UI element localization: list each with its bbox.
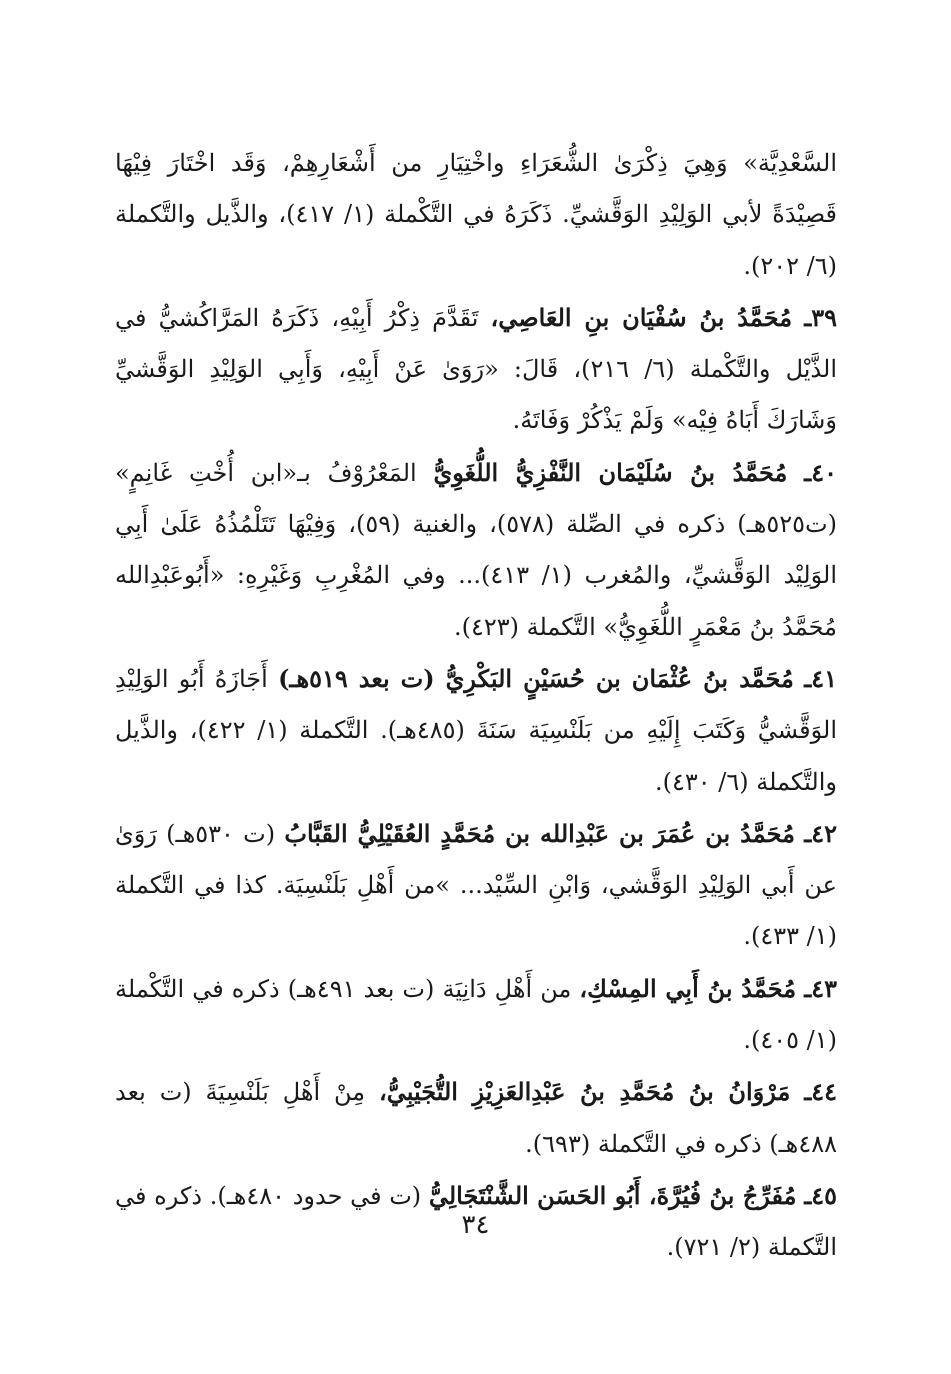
entry-name: مُحَمَّدُ بنُ أَبِي المِسْكِ، (579, 973, 797, 1003)
entry-number: ٤٢ـ (804, 818, 838, 848)
entry-name: مُحَمَّدُ بنُ سُفْيَان بنِ العَاصِي، (490, 302, 793, 332)
entry-number: ٣٩ـ (804, 302, 837, 332)
entry-name: مَرْوَانُ بنُ مُحَمَّدِ بنُ عَبْدِالعَزِيْزِ التُّجَيْبِيُّ، (379, 1077, 791, 1107)
entry-text: المَعْرُوْفُ بـ«ابن أُخْتِ غَانِمٍ» (ت٥٢٥هـ) ذكره في الصِّلة (٥٧٨)، والغنية (٥٩)، وَفِيْهَا تَتَلْمُذُهُ عَلَىٰ أَبِي الوَلِيْد الوَقَّشيِّ، والمُغرب (١/ ٤١٣)... وفي المُغْرِبِ وَغَيْرِهِ: «أَبُوعَبْدِالله مُحَمَّدُ بنُ مَعْمَرٍ اللُّغَوِيُّ» التَّكملة (٤٢٣). (115, 458, 837, 641)
entry-number: ٤٤ـ (804, 1077, 838, 1107)
entry-42 (115, 808, 837, 963)
entry-number: ٤١ـ (804, 663, 837, 693)
entry-41 (115, 653, 837, 808)
entry-text: (ت في حدود ٤٨٠هـ). ذكره في التَّكملة (٢/ ٧٢١). (115, 1181, 837, 1262)
entries-list (115, 138, 837, 1274)
entry-name: مُحَمَّدُ بنُ سُلَيْمَان النَّفْزِيُّ اللُّغَوِيُّ (433, 457, 788, 487)
entry-name: مُحَمَّدُ بن عُمَرَ بن عَبْدِالله بن مُحَمَّدٍ العُقَيْلِيُّ القَبَّابُ (284, 818, 795, 848)
entry-text: مِنْ أَهْلِ بَلَنْسِيَةَ (ت بعد ٤٨٨هـ) ذكره في التَّكملة (٦٩٣). (115, 1078, 837, 1158)
entry-44 (115, 1066, 837, 1170)
entry-text: أَجَازَهُ أَبُو الوَلِيْدِ الوَقَّشيُّ وَكَتَبَ إِلَيْهِ من بَلَنْسِيَة سَنَةَ (٤٨٥هـ). التَّكملة (١/ ٤٢٢)، والذَّيل والتَّكملة (٦/ ٤٣٠). (115, 664, 838, 796)
entry-number: ٤٥ـ (804, 1180, 838, 1210)
entry-43 (115, 963, 837, 1067)
entry-text: تَقَدَّمَ ذِكْرُ أَبِيْهِ، ذَكَرَهُ المَرَّاكُشيُّ في الذَّيْل والتَّكْملة (٦/ ٢١٦)، قَالَ: «رَوَىٰ عَنْ أَبِيْهِ، وَأَبِي الوَلِيْدِ الوَقَّشيِّ وَشَارَكَ أَبَاهُ فِيْه» وَلَمْ يَذْكُرْ وَفَاتَهُ. (115, 303, 838, 435)
entry-39 (115, 292, 837, 447)
page-number: ٣٤ (461, 1210, 490, 1240)
entry-40 (115, 447, 837, 653)
entry-text: السَّعْدِيَّة» وَهِيَ ذِكْرَىٰ الشُّعَرَاءِ واخْتِيَارِ من أَشْعَارِهِمْ، وَقَد اخْتَارَ فِيْهَا قَصِيْدَةً لأبي الوَلِيْدِ الوَقَّشيِّ. ذَكَرَهُ في التَّكْملة (١/ ٤١٧)، والذَّيل والتَّكملة (٦/ ٢٠٢). (115, 149, 837, 280)
entry-name: مُحَمَّد بنُ عُثْمَان بن حُسَيْنٍ البَكْرِيُّ (ت بعد ٥١٩هـ) (278, 663, 794, 693)
entry-number: ٤٠ـ (804, 457, 837, 487)
entry-continued (115, 138, 837, 292)
entry-text: من أَهْلِ دَانِيَة (ت بعد ٤٩١هـ) ذكره في التَّكْملة (١/ ٤٠٥). (115, 974, 837, 1055)
entry-number: ٤٣ـ (804, 973, 837, 1003)
entry-name: مُفَرِّجُ بنُ فُيُرَّةَ، أَبُو الحَسَن الشَّنْتَجَالِيُّ (428, 1180, 797, 1210)
entry-text: (ت ٥٣٠هـ) رَوَىٰ عن أَبي الوَلِيْدِ الوَقَّشي، وَابْنِ السِّيْد... »من أَهْلِ بَلَنْسِيَة. كذا في التَّكملة (١/ ٤٣٣). (115, 819, 837, 951)
